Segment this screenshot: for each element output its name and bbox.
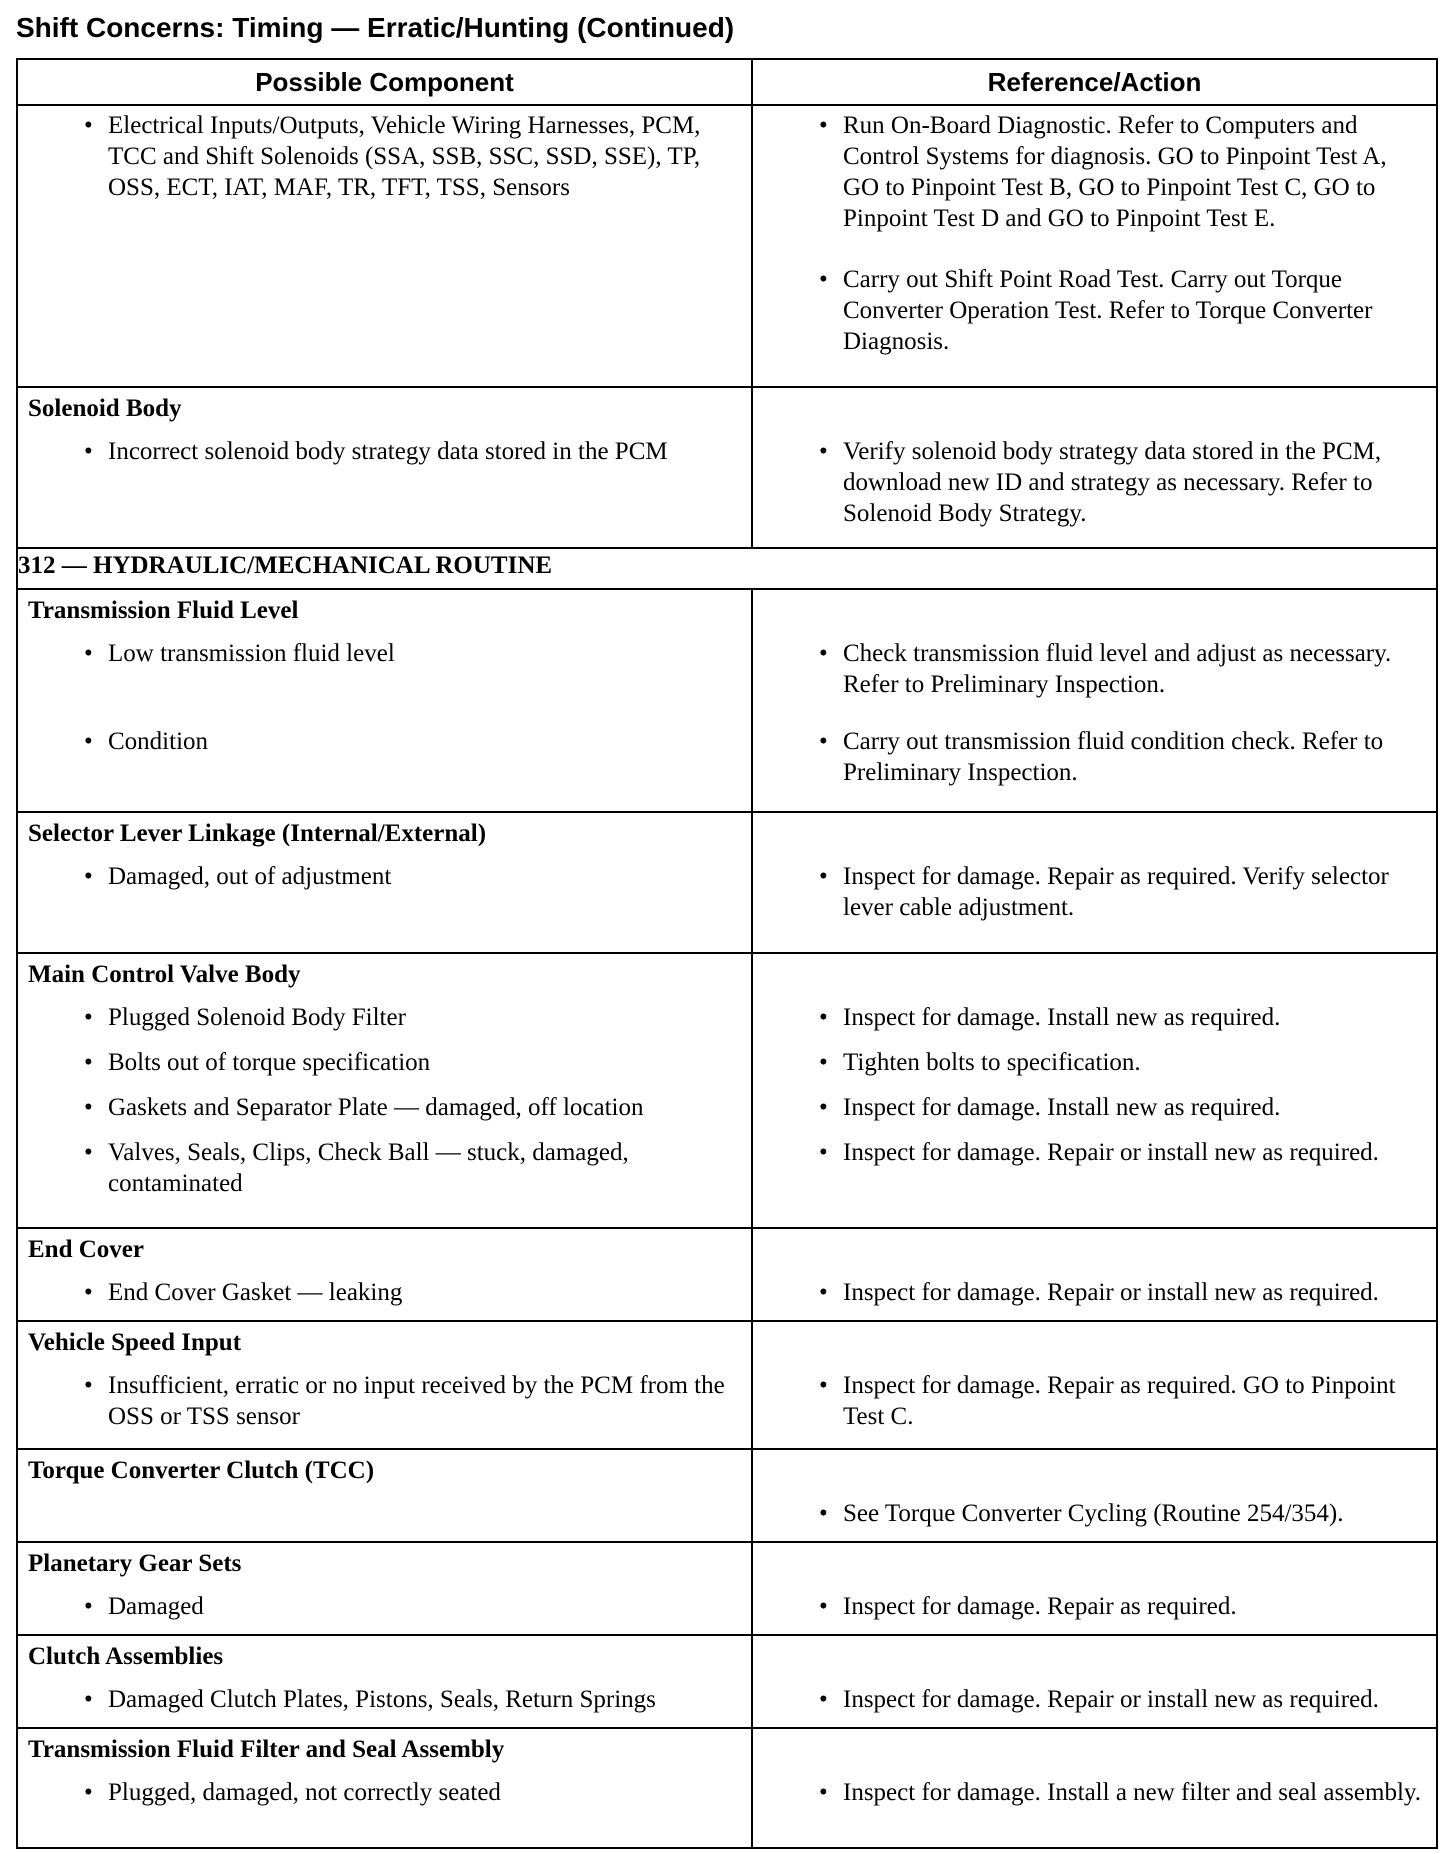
- bullet-list: [28, 1777, 739, 1808]
- list-item: [28, 110, 739, 203]
- component-cell: [17, 1542, 752, 1635]
- component-group-title: Selector Lever Linkage (Internal/External): [28, 820, 487, 848]
- bullet-dot-icon: •: [84, 863, 93, 891]
- bullet-dot-icon: •: [84, 1093, 93, 1121]
- list-item: [763, 436, 1424, 529]
- component-cell: [17, 953, 752, 1228]
- bullet-dot-icon: •: [819, 1686, 828, 1714]
- action-cell: [752, 1228, 1437, 1321]
- list-item: [28, 1591, 739, 1622]
- list-item-text: Inspect for damage. Install new as required.: [843, 1003, 1281, 1031]
- component-group-title: Transmission Fluid Filter and Seal Assembly: [28, 1736, 505, 1764]
- list-item-text: Inspect for damage. Repair as required. GO to Pinpoint Test C.: [843, 1372, 1396, 1431]
- component-cell: [17, 1635, 752, 1728]
- list-item-text: Gaskets and Separator Plate — damaged, off location: [108, 1093, 644, 1121]
- list-item: [763, 1092, 1424, 1123]
- bullet-list: [28, 436, 739, 467]
- list-item-text: Run On-Board Diagnostic. Refer to Computers and Control Systems for diagnosis. GO to Pinpoint Test A, GO to Pinpoint Test B, GO to Pinpoint Test C, GO to Pinpoint Test D and GO to Pinpoint Test E.: [843, 112, 1387, 232]
- table-row: [17, 1635, 1437, 1728]
- bullet-dot-icon: •: [819, 1372, 828, 1400]
- list-item: [763, 264, 1424, 357]
- list-item: [28, 861, 739, 892]
- list-item-text: Incorrect solenoid body strategy data stored in the PCM: [108, 437, 668, 465]
- list-item: [763, 1370, 1424, 1432]
- component-cell: [17, 1228, 752, 1321]
- bullet-dot-icon: •: [84, 1138, 93, 1166]
- table-body: [17, 105, 1437, 1848]
- list-item-text: Inspect for damage. Install a new filter and seal assembly.: [843, 1779, 1422, 1807]
- list-item: [28, 638, 739, 669]
- table-row: [17, 589, 1437, 813]
- list-item-text: Damaged, out of adjustment: [108, 863, 392, 891]
- component-group-title: Vehicle Speed Input: [28, 1329, 242, 1357]
- action-cell: [752, 105, 1437, 387]
- table-row: [17, 1449, 1437, 1542]
- table-row: [17, 1728, 1437, 1848]
- list-item-text: Verify solenoid body strategy data stored in the PCM, download new ID and strategy as necessary. Refer to Solenoid Body Strategy.: [843, 437, 1382, 527]
- list-item-text: Carry out transmission fluid condition check. Refer to Preliminary Inspection.: [843, 727, 1384, 786]
- list-item: [763, 1047, 1424, 1078]
- list-item-text: Damaged: [108, 1592, 204, 1620]
- bullet-dot-icon: •: [819, 1779, 828, 1807]
- component-group-title: Planetary Gear Sets: [28, 1549, 242, 1577]
- component-group-title: Main Control Valve Body: [28, 960, 301, 988]
- list-item-text: End Cover Gasket — leaking: [108, 1279, 403, 1307]
- table-row: [17, 1228, 1437, 1321]
- table-header-row: [17, 59, 1437, 105]
- list-item: [763, 1277, 1424, 1308]
- bullet-list: [763, 110, 1424, 357]
- list-item: [28, 436, 739, 467]
- bullet-dot-icon: •: [84, 1048, 93, 1076]
- bullet-list: [763, 1498, 1424, 1529]
- component-cell: [17, 589, 752, 813]
- component-cell: [17, 1449, 752, 1542]
- bullet-dot-icon: •: [819, 1499, 828, 1527]
- list-item-text: Valves, Seals, Clips, Check Ball — stuck, damaged, contaminated: [108, 1138, 629, 1197]
- component-cell: [17, 105, 752, 387]
- list-item-text: Inspect for damage. Repair or install new as required.: [843, 1279, 1379, 1307]
- table-row: [17, 1321, 1437, 1448]
- list-item-text: Carry out Shift Point Road Test. Carry out Torque Converter Operation Test. Refer to Torque Converter Diagnosis.: [843, 266, 1373, 355]
- bullet-dot-icon: •: [84, 437, 93, 465]
- list-item: [763, 726, 1424, 788]
- bullet-dot-icon: •: [819, 437, 828, 465]
- list-item: [763, 1591, 1424, 1622]
- list-item: [763, 638, 1424, 700]
- bullet-list: [28, 1370, 739, 1432]
- list-item-text: Bolts out of torque specification: [108, 1048, 431, 1076]
- component-group-title: Transmission Fluid Level: [28, 596, 299, 624]
- list-item-text: Electrical Inputs/Outputs, Vehicle Wiring Harnesses, PCM, TCC and Shift Solenoids (SSA, SSB, SSC, SSD, SSE), TP, OSS, ECT, IAT, MAF, TR, TFT, TSS, Sensors: [108, 112, 701, 201]
- bullet-dot-icon: •: [84, 1372, 93, 1400]
- list-item-text: Inspect for damage. Repair or install new as required.: [843, 1686, 1379, 1714]
- header-reference-action: Reference/Action: [752, 59, 1437, 105]
- bullet-dot-icon: •: [819, 266, 828, 293]
- bullet-dot-icon: •: [819, 863, 828, 891]
- list-item: [28, 1777, 739, 1808]
- bullet-list: [763, 436, 1424, 529]
- table-row: [17, 105, 1437, 387]
- list-item: [28, 1002, 739, 1033]
- action-cell: [752, 1728, 1437, 1848]
- action-cell: [752, 589, 1437, 813]
- list-item: [763, 1137, 1424, 1168]
- bullet-list: [28, 110, 739, 203]
- bullet-dot-icon: •: [819, 1093, 828, 1121]
- table-row: [17, 812, 1437, 952]
- list-item: [763, 110, 1424, 234]
- bullet-list: [763, 638, 1424, 788]
- bullet-dot-icon: •: [84, 727, 93, 755]
- table-row: [17, 953, 1437, 1228]
- list-item-text: Low transmission fluid level: [108, 639, 395, 667]
- list-item-text: Tighten bolts to specification.: [843, 1048, 1141, 1076]
- bullet-list: [28, 1277, 739, 1308]
- list-item: [28, 1370, 739, 1432]
- list-item-text: Plugged, damaged, not correctly seated: [108, 1779, 501, 1807]
- bullet-dot-icon: •: [84, 1592, 93, 1620]
- list-item-text: Insufficient, erratic or no input received by the PCM from the OSS or TSS sensor: [108, 1372, 725, 1431]
- action-cell: [752, 1321, 1437, 1448]
- list-item-text: Check transmission fluid level and adjust as necessary. Refer to Preliminary Inspection.: [843, 639, 1392, 698]
- bullet-list: [28, 1591, 739, 1622]
- action-cell: [752, 1449, 1437, 1542]
- bullet-list: [763, 861, 1424, 923]
- action-cell: [752, 812, 1437, 952]
- action-cell: [752, 1635, 1437, 1728]
- concerns-table-wrap: [16, 58, 1438, 1849]
- page-title: Shift Concerns: Timing — Erratic/Hunting (Continued): [16, 12, 735, 43]
- table-row: [17, 387, 1437, 548]
- bullet-list: [28, 1002, 739, 1199]
- bullet-dot-icon: •: [819, 112, 828, 139]
- list-item-text: See Torque Converter Cycling (Routine 254/354).: [843, 1499, 1344, 1527]
- component-group-title: Clutch Assemblies: [28, 1643, 224, 1671]
- list-item: [28, 1684, 739, 1715]
- list-item-text: Plugged Solenoid Body Filter: [108, 1003, 406, 1031]
- component-cell: [17, 1728, 752, 1848]
- component-group-title: Torque Converter Clutch (TCC): [28, 1456, 375, 1484]
- list-item-text: Inspect for damage. Repair as required.: [843, 1592, 1237, 1620]
- list-item-text: Inspect for damage. Install new as required.: [843, 1093, 1281, 1121]
- action-cell: [752, 953, 1437, 1228]
- component-group-title: Solenoid Body: [28, 394, 182, 422]
- list-item-text: Inspect for damage. Repair as required. Verify selector lever cable adjustment.: [843, 863, 1389, 922]
- bullet-dot-icon: •: [819, 1592, 828, 1620]
- list-item: [28, 1047, 739, 1078]
- bullet-list: [763, 1684, 1424, 1715]
- section-row: [17, 548, 1437, 589]
- list-item: [28, 1092, 739, 1123]
- list-item: [28, 726, 739, 757]
- bullet-list: [763, 1370, 1424, 1432]
- bullet-dot-icon: •: [84, 1003, 93, 1031]
- section-title: 312 — HYDRAULIC/MECHANICAL ROUTINE: [17, 548, 1437, 589]
- bullet-list: [763, 1777, 1424, 1808]
- bullet-dot-icon: •: [819, 1003, 828, 1031]
- bullet-dot-icon: •: [819, 1138, 828, 1166]
- bullet-list: [28, 1684, 739, 1715]
- bullet-list: [763, 1277, 1424, 1308]
- list-item-text: Condition: [108, 727, 209, 755]
- bullet-dot-icon: •: [819, 1279, 828, 1307]
- bullet-dot-icon: •: [84, 639, 93, 667]
- bullet-list: [763, 1002, 1424, 1168]
- list-item: [763, 1498, 1424, 1529]
- list-item: [763, 861, 1424, 923]
- bullet-dot-icon: •: [84, 1686, 93, 1714]
- action-cell: [752, 387, 1437, 548]
- list-item: [28, 1277, 739, 1308]
- component-group-title: End Cover: [28, 1236, 144, 1264]
- concerns-table: [16, 58, 1438, 1849]
- action-cell: [752, 1542, 1437, 1635]
- bullet-list: [763, 1591, 1424, 1622]
- component-cell: [17, 387, 752, 548]
- list-item: [763, 1777, 1424, 1808]
- list-item-text: Inspect for damage. Repair or install new as required.: [843, 1138, 1379, 1166]
- list-item: [763, 1002, 1424, 1033]
- bullet-list: [28, 861, 739, 892]
- list-item: [763, 1684, 1424, 1715]
- bullet-dot-icon: •: [819, 639, 828, 667]
- bullet-dot-icon: •: [819, 727, 828, 755]
- bullet-dot-icon: •: [84, 112, 93, 139]
- bullet-dot-icon: •: [84, 1279, 93, 1307]
- bullet-dot-icon: •: [84, 1779, 93, 1807]
- component-cell: [17, 1321, 752, 1448]
- list-item: [28, 1137, 739, 1199]
- bullet-list: [28, 638, 739, 757]
- list-item-text: Damaged Clutch Plates, Pistons, Seals, Return Springs: [108, 1686, 656, 1714]
- bullet-dot-icon: •: [819, 1048, 828, 1076]
- header-possible-component: Possible Component: [17, 59, 752, 105]
- component-cell: [17, 812, 752, 952]
- table-row: [17, 1542, 1437, 1635]
